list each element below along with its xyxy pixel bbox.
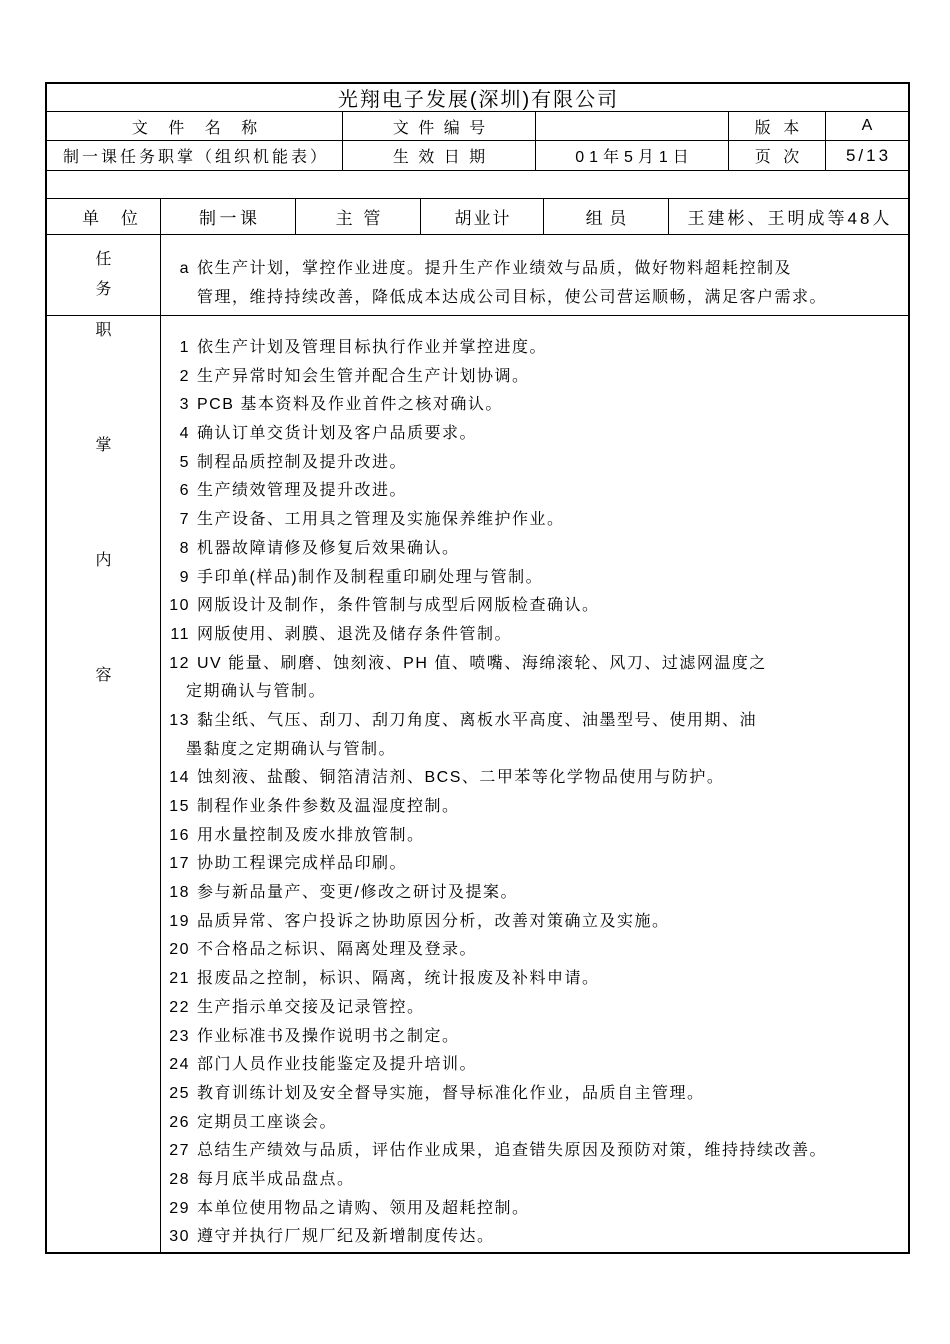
duty-item xyxy=(161,793,908,822)
duties-label-char: 内 xyxy=(95,552,112,569)
duty-item-text: 制程作业条件参数及温湿度控制。 xyxy=(197,798,460,815)
duty-item-number: 1 xyxy=(179,339,190,356)
task-content-cell xyxy=(160,235,908,315)
duty-item-number: 3 xyxy=(179,396,190,414)
duty-item-number: 18 xyxy=(169,884,190,902)
duty-item-text: 黏尘纸、气压、刮刀、刮刀角度、离板水平高度、油墨型号、使用期、油 xyxy=(197,711,758,729)
blank-cell xyxy=(47,171,908,198)
duty-item-text: 机器故障请修及修复后效果确认。 xyxy=(197,539,460,557)
duty-item xyxy=(161,764,908,793)
duty-item-text: 用水量控制及废水排放管制。 xyxy=(197,826,425,844)
duty-item-text: 确认订单交货计划及客户品质要求。 xyxy=(197,425,478,443)
duty-item xyxy=(161,420,908,449)
duty-item xyxy=(161,391,908,420)
version-value-cell xyxy=(825,112,908,140)
members-value-cell xyxy=(668,199,908,234)
duty-item-number: 30 xyxy=(169,1228,190,1246)
duty-item-number: 10 xyxy=(169,597,190,615)
manager-label-cell xyxy=(295,199,420,234)
manager-value-cell xyxy=(420,199,543,234)
page-value-cell xyxy=(825,141,908,170)
duties-label-cell xyxy=(47,316,160,1252)
duty-item-number: 25 xyxy=(169,1084,190,1102)
duty-item xyxy=(161,506,908,535)
version-label: 版 本 xyxy=(754,119,804,137)
duty-item xyxy=(161,334,908,363)
duty-item-text: 生产设备、工用具之管理及实施保养维护作业。 xyxy=(197,511,565,529)
page-label: 页 次 xyxy=(754,149,804,166)
duty-item-number: 26 xyxy=(169,1113,190,1131)
blank-row xyxy=(47,171,908,199)
duty-item-text: 不合格品之标识、隔离处理及登录。 xyxy=(197,941,478,959)
duty-item xyxy=(161,879,908,908)
duty-item-number: 4 xyxy=(179,425,190,443)
duty-item xyxy=(161,564,908,593)
task-row xyxy=(47,235,908,316)
version-value: A xyxy=(861,117,873,134)
members-value: 王建彬、王明成等48人 xyxy=(687,209,893,228)
task-text: 依生产计划，掌控作业进度。提升生产作业绩效与品质，做好物料超耗控制及 xyxy=(197,259,793,277)
page-value: 5/13 xyxy=(845,145,892,165)
page-label-cell xyxy=(728,141,825,170)
unit-value-cell xyxy=(160,199,295,234)
duty-item-number: 13 xyxy=(169,711,190,729)
duty-item xyxy=(161,477,908,506)
duty-item xyxy=(161,1137,908,1166)
duty-item xyxy=(161,449,908,478)
duty-item-number: 9 xyxy=(179,568,190,586)
effective-date-label-cell xyxy=(342,141,535,170)
unit-label: 单 位 xyxy=(82,209,147,228)
version-label-cell xyxy=(728,112,825,140)
unit-value: 制一课 xyxy=(199,209,261,228)
duty-item-text: 网版使用、剥膜、退洗及储存条件管制。 xyxy=(197,625,513,643)
effective-date-value: 01年5月1日 xyxy=(575,149,694,166)
task-line xyxy=(161,254,908,283)
duty-item-text: 参与新品量产、变更/修改之研讨及提案。 xyxy=(197,884,518,902)
duty-item-text: UV 能量、刷磨、蚀刻液、PH 值、喷嘴、海绵滚轮、风刀、过滤网温度之 xyxy=(197,654,767,672)
duty-item-number: 12 xyxy=(169,654,190,672)
duty-item-number: 7 xyxy=(179,511,190,529)
duties-label-char: 职 xyxy=(95,322,112,339)
manager-label: 主 管 xyxy=(335,209,384,228)
company-title: 光翔电子发展(深圳)有限公司 xyxy=(337,89,620,111)
members-label-cell xyxy=(543,199,668,234)
duty-item-number: 17 xyxy=(169,855,190,873)
duty-item xyxy=(161,1195,908,1224)
unit-row xyxy=(47,199,908,235)
duties-list xyxy=(160,316,908,1252)
duty-item-number: 14 xyxy=(169,769,190,787)
duty-item xyxy=(161,936,908,965)
doc-number-label-cell xyxy=(342,112,535,140)
duty-item-text: PCB 基本资料及作业首件之核对确认。 xyxy=(197,396,503,414)
doc-name-label-cell xyxy=(47,112,342,140)
duty-item xyxy=(161,850,908,879)
title-row xyxy=(47,84,908,112)
task-label-char: 务 xyxy=(95,281,112,298)
duty-item-number: 5 xyxy=(179,453,190,471)
task-label-char: 任 xyxy=(95,251,112,268)
duty-item-number: 20 xyxy=(169,941,190,959)
duty-item-number: 16 xyxy=(169,826,190,844)
duty-item-text: 品质异常、客户投诉之协助原因分析，改善对策确立及实施。 xyxy=(197,912,670,930)
duty-item xyxy=(161,621,908,650)
duty-item xyxy=(161,908,908,937)
effective-date-value-cell xyxy=(535,141,728,170)
duty-item xyxy=(161,592,908,621)
duty-item-continuation: 墨黏度之定期确认与管制。 xyxy=(186,740,397,758)
doc-info-row-1 xyxy=(47,112,908,141)
task-label-cell xyxy=(47,235,160,315)
duty-item-text: 手印单(样品)制作及制程重印刷处理与管制。 xyxy=(197,568,544,586)
duty-item-text: 作业标准书及操作说明书之制定。 xyxy=(197,1027,460,1045)
duties-row xyxy=(47,316,908,1252)
duty-item xyxy=(161,650,908,679)
title-cell xyxy=(47,84,908,111)
duty-item xyxy=(161,1080,908,1109)
duty-item-text: 部门人员作业技能鉴定及提升培训。 xyxy=(197,1056,478,1074)
duty-item xyxy=(161,1223,908,1252)
duty-item-text: 生产指示单交接及记录管控。 xyxy=(197,998,425,1016)
duties-label-char: 掌 xyxy=(95,437,112,454)
duty-item-text: 依生产计划及管理目标执行作业并掌控进度。 xyxy=(197,339,548,356)
effective-date-label: 生 效 日 期 xyxy=(392,149,488,166)
doc-name-value-cell xyxy=(47,141,342,170)
duty-item-number: 6 xyxy=(179,482,190,500)
duty-item-number: 8 xyxy=(179,539,190,557)
duty-item-number: 24 xyxy=(169,1056,190,1074)
duty-item-number: 23 xyxy=(169,1027,190,1045)
duty-item-text: 每月底半成品盘点。 xyxy=(197,1170,355,1188)
duty-item-number: 28 xyxy=(169,1170,190,1188)
duty-item-text: 蚀刻液、盐酸、铜箔清洁剂、BCS、二甲苯等化学物品使用与防护。 xyxy=(197,769,725,787)
duty-item xyxy=(161,1023,908,1052)
task-text-continuation: 管理，维持持续改善，降低成本达成公司目标，使公司营运顺畅，满足客户需求。 xyxy=(197,288,828,306)
duty-item xyxy=(161,822,908,851)
form-sheet xyxy=(45,82,910,1254)
duty-item-text: 本单位使用物品之请购、领用及超耗控制。 xyxy=(197,1199,530,1217)
duty-item xyxy=(161,1109,908,1138)
doc-info-row-2 xyxy=(47,141,908,171)
duty-item-number: 15 xyxy=(169,798,190,815)
duty-item-text: 报废品之控制，标识、隔离，统计报废及补料申请。 xyxy=(197,970,600,988)
duty-item-text: 制程品质控制及提升改进。 xyxy=(197,453,408,471)
duty-item-text: 生产异常时知会生管并配合生产计划协调。 xyxy=(197,367,530,385)
duty-item-text: 总结生产绩效与品质，评估作业成果，追查错失原因及预防对策，维持持续改善。 xyxy=(197,1142,828,1160)
doc-name-label: 文 件 名 称 xyxy=(131,119,266,137)
duty-item-number: 29 xyxy=(169,1199,190,1217)
duty-item-text: 遵守并执行厂规厂纪及新增制度传达。 xyxy=(197,1228,495,1246)
duty-item-continuation: 定期确认与管制。 xyxy=(186,683,327,701)
duty-item xyxy=(161,994,908,1023)
duty-item-number: 2 xyxy=(179,367,190,385)
duty-item-text: 生产绩效管理及提升改进。 xyxy=(197,482,408,500)
duty-item-text: 协助工程课完成样品印刷。 xyxy=(197,855,408,873)
duty-item-number: 11 xyxy=(170,625,190,643)
duty-item xyxy=(161,965,908,994)
duty-item xyxy=(161,707,908,736)
duty-item-number: 19 xyxy=(169,912,190,930)
duty-item xyxy=(161,1166,908,1195)
doc-number-value-cell xyxy=(535,112,728,140)
duties-label-char: 容 xyxy=(95,667,112,684)
duty-item xyxy=(161,1051,908,1080)
duty-item xyxy=(161,535,908,564)
unit-label-cell xyxy=(47,199,160,234)
duty-item-text: 教育训练计划及安全督导实施，督导标准化作业，品质自主管理。 xyxy=(197,1084,705,1102)
doc-number-label: 文 件 编 号 xyxy=(392,119,488,137)
duty-item-text: 网版设计及制作，条件管制与成型后网版检查确认。 xyxy=(197,597,600,615)
duty-item-number: 21 xyxy=(169,970,190,988)
duty-item-number: 22 xyxy=(169,998,190,1016)
duty-item-text: 定期员工座谈会。 xyxy=(197,1113,338,1131)
duty-item xyxy=(161,363,908,392)
members-label: 组 员 xyxy=(585,209,628,228)
duty-item-number: 27 xyxy=(169,1142,190,1160)
doc-name-value: 制一课任务职掌（组织机能表） xyxy=(62,149,329,166)
manager-value: 胡业计 xyxy=(454,209,512,228)
task-marker: a xyxy=(179,259,190,277)
